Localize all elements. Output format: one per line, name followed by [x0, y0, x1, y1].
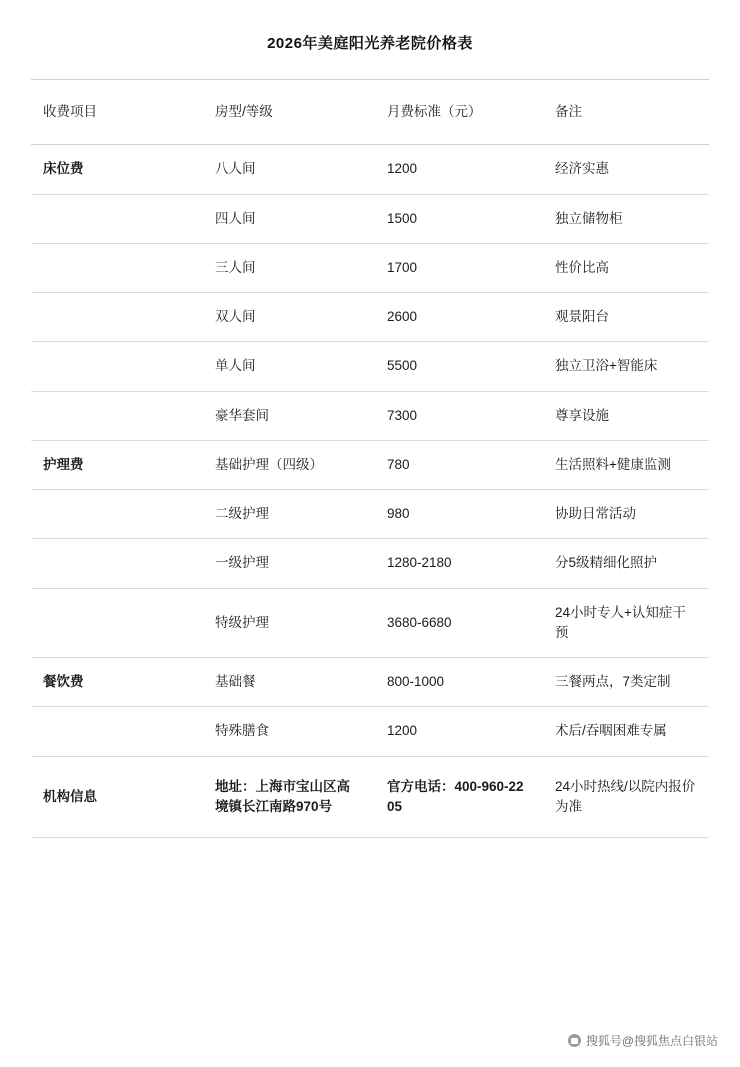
row-type: 基础护理（四级）	[203, 440, 375, 489]
info-phone: 官方电话：400-960-2205	[375, 756, 543, 838]
table-row	[31, 145, 709, 194]
row-note: 独立储物柜	[543, 194, 709, 243]
row-type: 单人间	[203, 342, 375, 391]
column-header-note: 备注	[543, 80, 709, 145]
table-row	[31, 243, 709, 292]
row-price: 1200	[375, 145, 543, 194]
row-category: 餐饮费	[31, 658, 203, 707]
row-price: 5500	[375, 342, 543, 391]
row-type: 特级护理	[203, 588, 375, 658]
row-category	[31, 707, 203, 756]
row-price: 980	[375, 490, 543, 539]
row-category	[31, 539, 203, 588]
row-type: 八人间	[203, 145, 375, 194]
table-row	[31, 194, 709, 243]
row-note: 生活照料+健康监测	[543, 440, 709, 489]
row-note: 协助日常活动	[543, 490, 709, 539]
page-title: 2026年美庭阳光养老院价格表	[267, 35, 473, 52]
table-row	[31, 707, 709, 756]
row-category	[31, 490, 203, 539]
table-row	[31, 342, 709, 391]
row-price: 800-1000	[375, 658, 543, 707]
table-row	[31, 490, 709, 539]
row-note: 三餐两点，7类定制	[543, 658, 709, 707]
row-category	[31, 194, 203, 243]
row-price: 3680-6680	[375, 588, 543, 658]
row-note: 性价比高	[543, 243, 709, 292]
row-category: 护理费	[31, 440, 203, 489]
column-header-item: 收费项目	[31, 80, 203, 145]
row-type: 四人间	[203, 194, 375, 243]
row-type: 豪华套间	[203, 391, 375, 440]
row-category	[31, 243, 203, 292]
footer-text: 搜狐号@搜狐焦点白银站	[585, 1034, 718, 1048]
row-category: 床位费	[31, 145, 203, 194]
row-price: 1700	[375, 243, 543, 292]
table-row	[31, 588, 709, 658]
info-address: 地址：上海市宝山区高境镇长江南路970号	[203, 756, 375, 838]
row-type: 三人间	[203, 243, 375, 292]
row-price: 780	[375, 440, 543, 489]
table-row	[31, 391, 709, 440]
price-table	[31, 79, 709, 838]
row-type: 双人间	[203, 293, 375, 342]
footer-watermark	[568, 1032, 718, 1049]
row-note: 24小时专人+认知症干预	[543, 588, 709, 658]
row-category	[31, 588, 203, 658]
row-price: 1200	[375, 707, 543, 756]
row-type: 基础餐	[203, 658, 375, 707]
row-note: 经济实惠	[543, 145, 709, 194]
row-note: 观景阳台	[543, 293, 709, 342]
sohu-icon	[568, 1034, 581, 1047]
row-price: 2600	[375, 293, 543, 342]
info-note: 24小时热线/以院内报价为准	[543, 756, 709, 838]
row-type: 二级护理	[203, 490, 375, 539]
institution-info-row	[31, 756, 709, 838]
row-note: 独立卫浴+智能床	[543, 342, 709, 391]
row-type: 特殊膳食	[203, 707, 375, 756]
row-price: 1500	[375, 194, 543, 243]
row-category	[31, 293, 203, 342]
row-note: 分5级精细化照护	[543, 539, 709, 588]
table-header-row	[31, 80, 709, 145]
info-category: 机构信息	[31, 756, 203, 838]
table-row	[31, 293, 709, 342]
table-row	[31, 658, 709, 707]
row-category	[31, 342, 203, 391]
row-price: 7300	[375, 391, 543, 440]
row-price: 1280-2180	[375, 539, 543, 588]
row-note: 尊享设施	[543, 391, 709, 440]
row-category	[31, 391, 203, 440]
column-header-price: 月费标准（元）	[375, 80, 543, 145]
table-row	[31, 440, 709, 489]
row-type: 一级护理	[203, 539, 375, 588]
table-row	[31, 539, 709, 588]
column-header-type: 房型/等级	[203, 80, 375, 145]
row-note: 术后/吞咽困难专属	[543, 707, 709, 756]
